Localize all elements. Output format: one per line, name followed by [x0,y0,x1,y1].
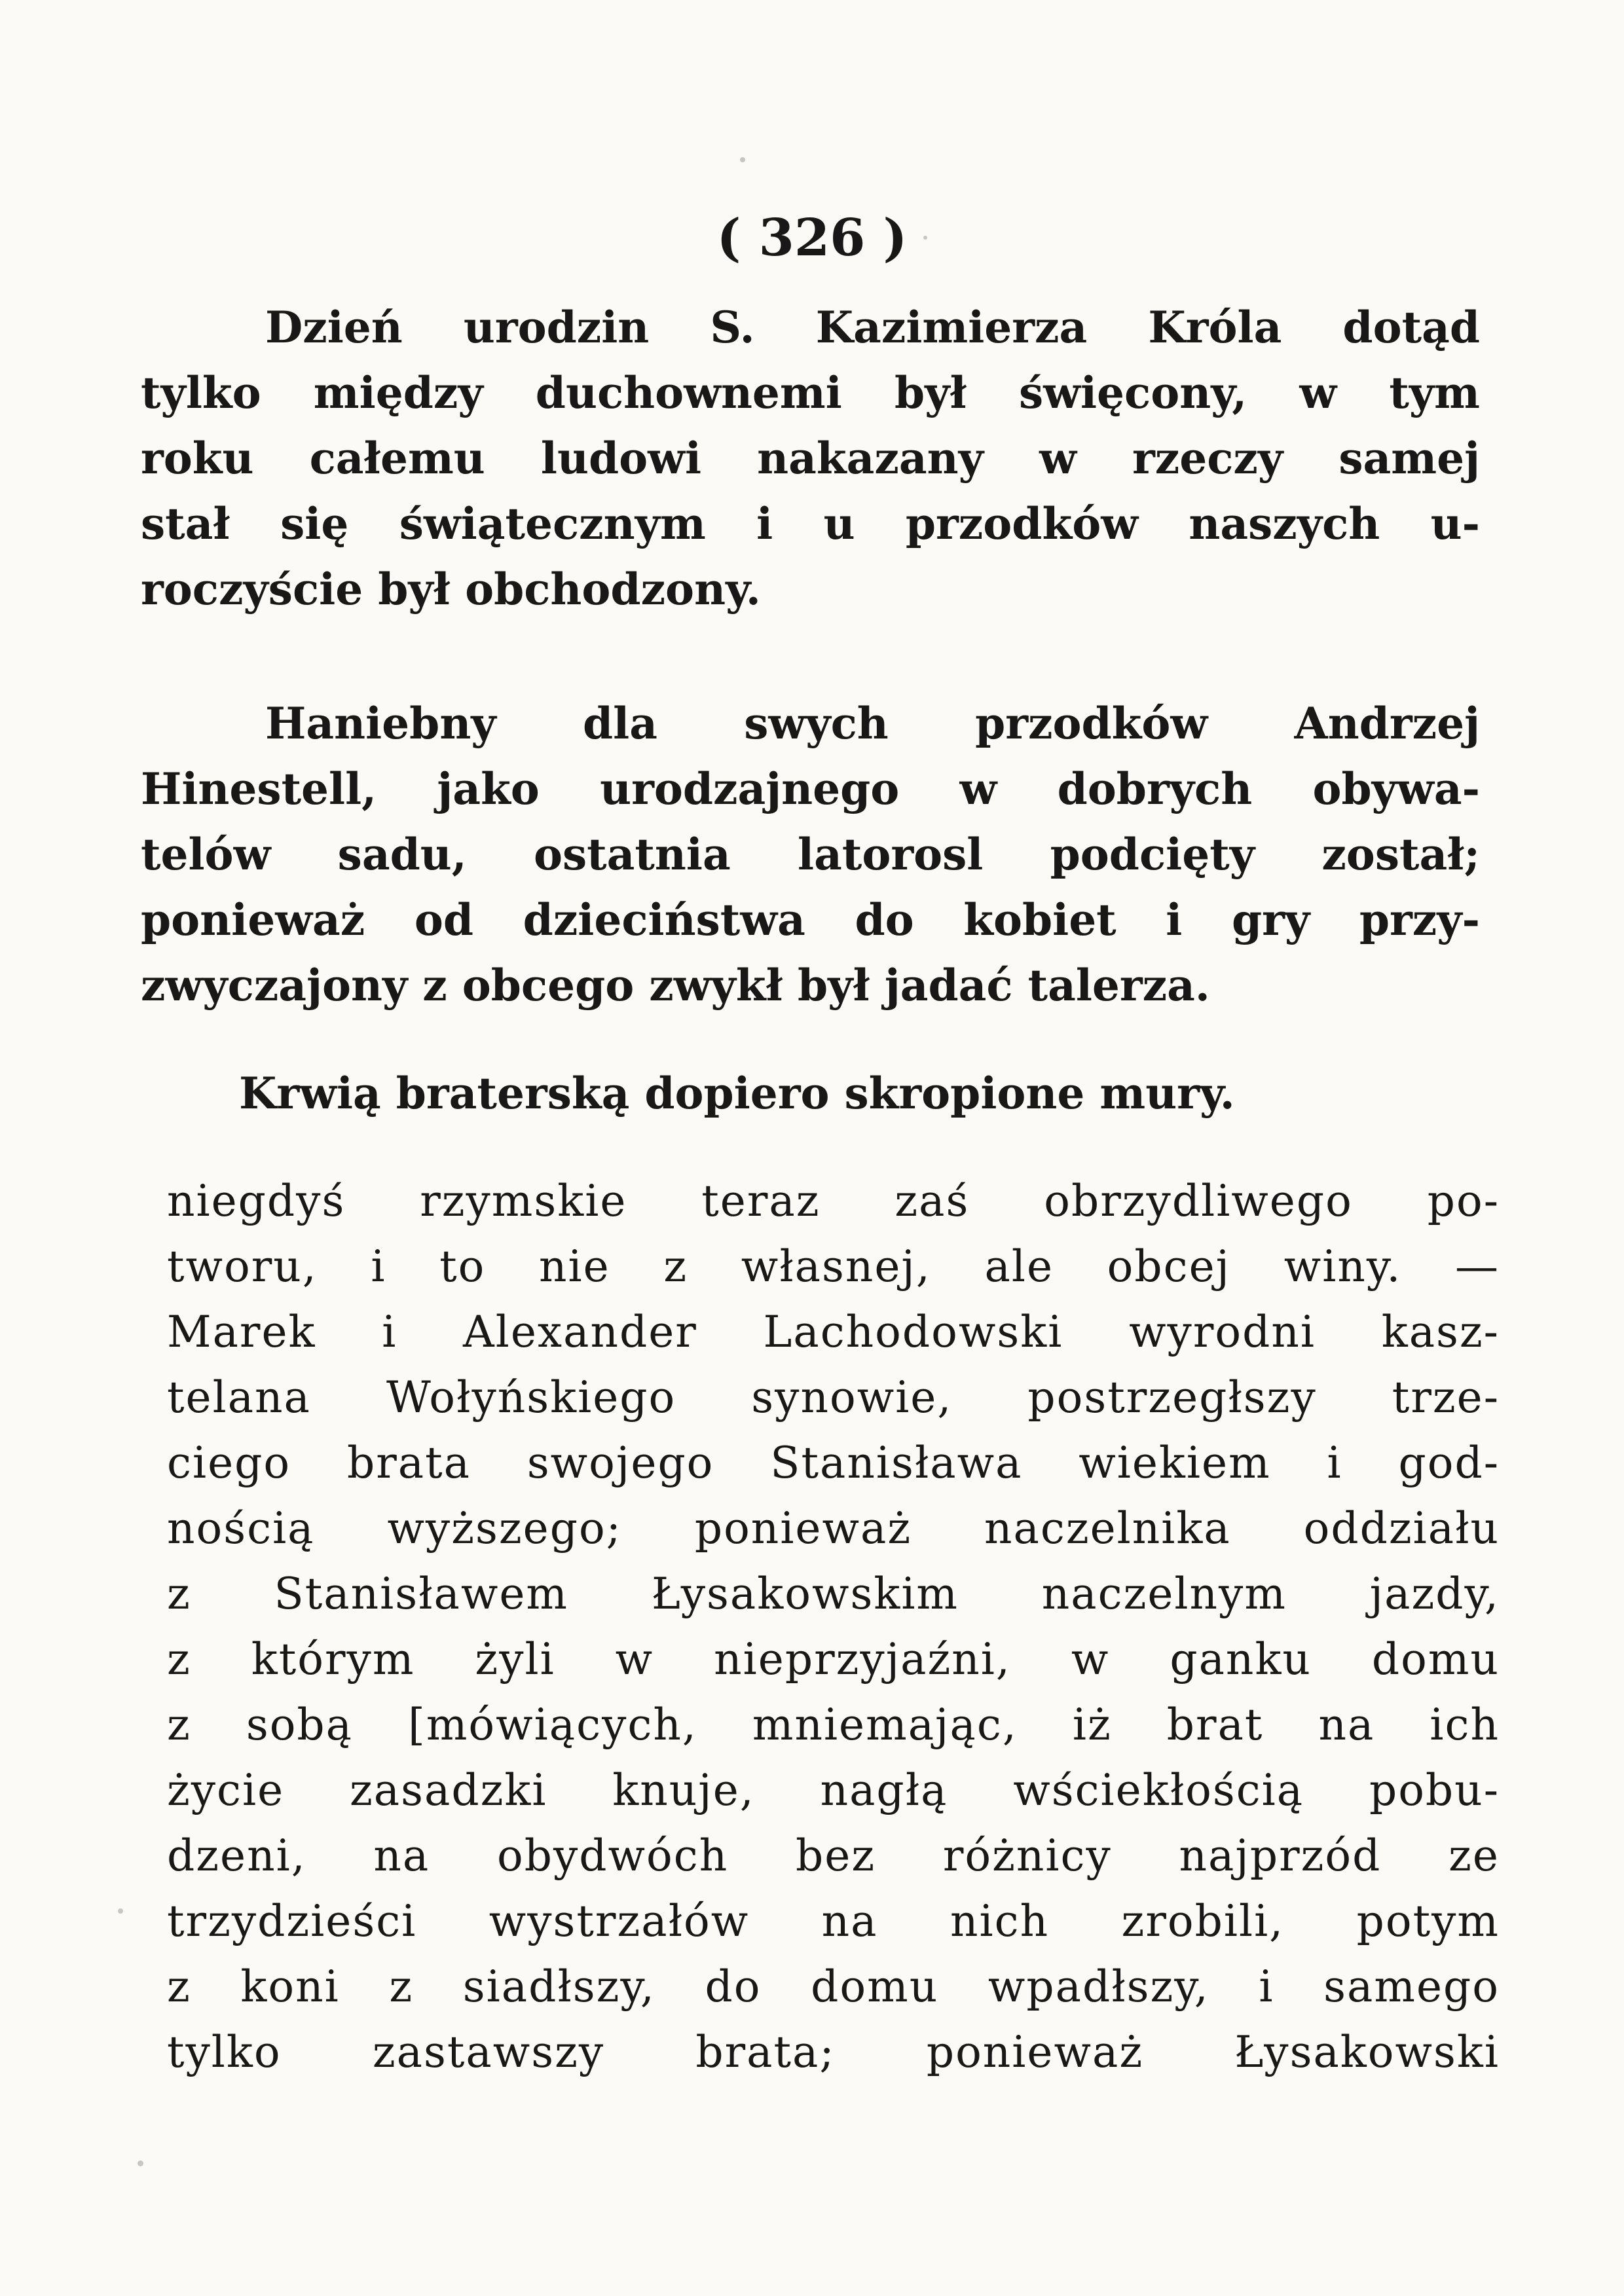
text-line: telana Wołyńskiego synowie, postrzegłszy trze- [167,1372,1500,1423]
heading-brotherly-blood [141,1061,1480,1126]
text-line: roczyście był obchodzony. [141,564,761,615]
text-line: dzeni, na obydwóch bez różnicy najprzód ze [167,1831,1500,1881]
text-line: stał się świątecznym i u przodków naszych u- [141,498,1480,549]
text-line: z koni z siadłszy, do domu wpadłszy, i samego [167,1961,1500,2012]
scan-speck [118,1908,123,1914]
text-line: trzydzieści wystrzałów na nich zrobili, potym [167,1896,1500,1946]
text-line: niegdyś rzymskie teraz zaś obrzydliwego po- [167,1176,1500,1226]
scan-speck [138,2160,143,2166]
text-line: Haniebny dla swych przodków Andrzej [265,698,1480,749]
text-line: Hinestell, jako urodzajnego w dobrych obywa- [141,763,1480,814]
text-line: zwyczajony z obcego zwykł był jadać talerza. [141,960,1210,1011]
text-line: telów sadu, ostatnia latorosl podcięty został; [141,829,1480,880]
text-line: Marek i Alexander Lachodowski wyrodni kasz- [167,1307,1500,1357]
text-line: z sobą [mówiących, mniemając, iż brat na ich [167,1700,1500,1750]
text-line: ponieważ od dzieciństwa do kobiet i gry przy- [141,894,1480,945]
text-line: z Stanisławem Łysakowskim naczelnym jazdy, [167,1569,1500,1619]
scan-speck [740,157,745,162]
text-line: życie zasadzki knuje, nagłą wściekłością pobu- [167,1765,1500,1815]
text-line: tworu, i to nie z własnej, ale obcej winy. — [167,1241,1500,1292]
paragraph-feast-day [141,295,1480,622]
text-line: nością wyższego; ponieważ naczelnika oddziału [167,1503,1500,1554]
text-line: Krwią braterską dopiero skropione mury. [239,1068,1235,1119]
text-line: ciego brata swojego Stanisława wiekiem i god- [167,1438,1500,1488]
paragraph-hinestell [141,691,1480,1018]
text-line: roku całemu ludowi nakazany w rzeczy samej [141,433,1480,484]
text-line: tylko między duchownemi był święcony, w tym [141,367,1480,418]
text-line: tylko zastawszy brata; ponieważ Łysakowski [167,2027,1500,2077]
text-line: Dzień urodzin S. Kazimierza Króla dotąd [265,302,1480,353]
text-line: z którym żyli w nieprzyjaźni, w ganku domu [167,1634,1500,1685]
paragraph-lachodowski [167,1169,1500,2085]
page-number: ( 326 ) [716,208,908,268]
